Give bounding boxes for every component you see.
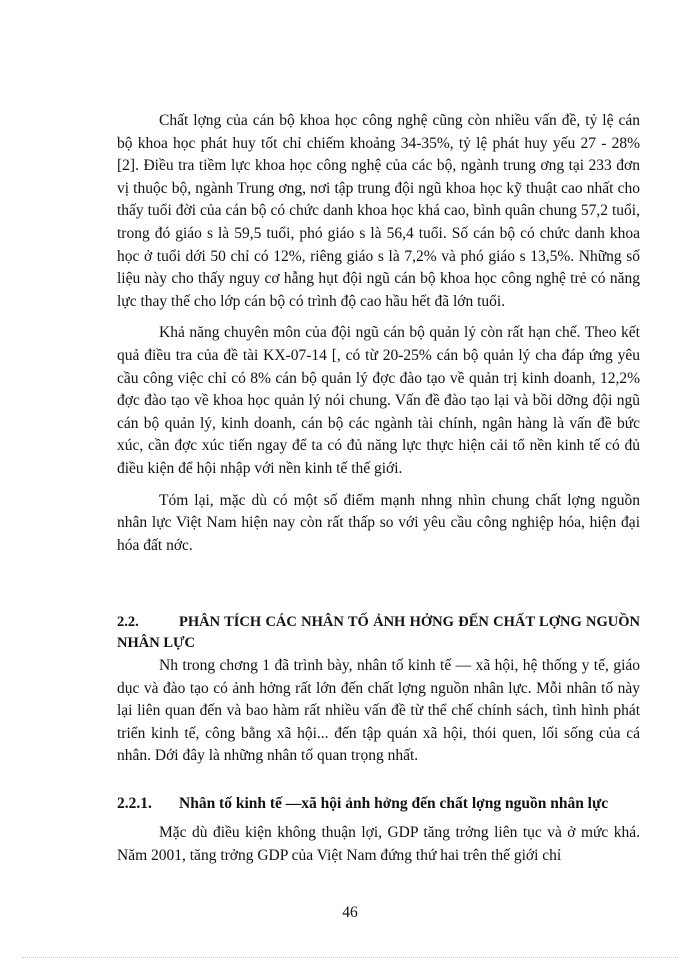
subsection-number: 2.2.1. bbox=[117, 795, 152, 812]
subsection-heading bbox=[117, 793, 640, 815]
paragraph-management-capacity: Khả năng chuyên môn của đội ngũ cán bộ quản lý còn rất hạn chế. Theo kết quả điều tra của đề tài KX-07-14 [, có từ 20-25% cán bộ quản lý cha đáp ứng yêu cầu công việc chỉ có 8% cán bộ quản lý đợc đào tạo về quản trị kinh doanh, 12,2% đợc đào tạo về khoa học quản lý nói chung. Vấn đề đào tạo lại và bồi dỡng đội ngũ cán bộ quản lý, kinh doanh, cán bộ các ngành tài chính, ngân hàng là vấn đề bức xúc, cần đợc xúc tiến ngay để ta có đủ năng lực thực hiện cải tổ nền kinh tế có đủ điều kiện để hội nhập với nền kinh tế thế giới. bbox=[117, 324, 640, 477]
body-top bbox=[117, 110, 640, 557]
paragraph-summary: Tóm lại, mặc dù có một số điểm mạnh nhng nhìn chung chất lợng nguồn nhân lực Việt Nam hiện nay còn rất thấp so với yêu cầu công nghiệp hóa, hiện đại hóa đất nớc. bbox=[117, 491, 640, 554]
page-bottom-divider bbox=[22, 957, 678, 958]
subsection-title: Nhân tố kinh tế —xã hội ảnh hởng đến chất lợng nguồn nhân lực bbox=[179, 795, 609, 812]
page-number: 46 bbox=[342, 904, 358, 921]
paragraph-factors-intro: Nh trong chơng 1 đã trình bày, nhân tố kinh tế — xã hội, hệ thống y tế, giáo dục và đào tạo có ảnh hởng rất lớn đến chất lợng nguồn nhân lực. Mỗi nhân tố này lại liên quan đến và bao hàm rất nhiều vấn đề từ thể chế chính sách, tình hình phát triển kinh tế, công bằng xã hội... đến tập quán xã hội, thói quen, lối sống của cá nhân. Dới đây là những nhân tố quan trọng nhất. bbox=[117, 657, 640, 765]
paragraph-gdp-growth: Mặc dù điều kiện không thuận lợi, GDP tăng trởng liên tục và ở mức khá. Năm 2001, tăng trởng GDP của Việt Nam đứng thứ hai trên thế giới chỉ bbox=[117, 824, 640, 864]
section-number: 2.2. bbox=[117, 614, 139, 630]
section-heading bbox=[117, 612, 640, 654]
body-subsection bbox=[117, 822, 640, 867]
body-section bbox=[117, 655, 640, 768]
section-title: PHÂN TÍCH CÁC NHÂN TỐ ẢNH HỞNG ĐẾN CHẤT LỢNG NGUỒN NHÂN LỰC bbox=[117, 614, 640, 651]
paragraph-science-staff-quality: Chất lợng của cán bộ khoa học công nghệ cũng còn nhiều vấn đề, tỷ lệ cán bộ khoa học phát huy tốt chỉ chiếm khoảng 34-35%, tỷ lệ phát huy yếu 27 - 28% [2]. Điều tra tiềm lực khoa học công nghệ của các bộ, ngành trung ơng tại 233 đơn vị thuộc bộ, ngành Trung ơng, nơi tập trung đội ngũ khoa học kỹ thuật cao nhất cho thấy tuổi đời của cán bộ có chức danh khoa học khá cao, bình quân chung 57,2 tuổi, trong đó giáo s là 59,5 tuổi, phó giáo s là 56,4 tuổi. Số cán bộ có chức danh khoa học ở tuổi dới 50 chỉ có 12%, riêng giáo s là 7,2% và phó giáo s 13,5%. Những số liệu này cho thấy nguy cơ hẫng hụt đội ngũ cán bộ khoa học công nghệ trẻ có năng lực thay thế cho lớp cán bộ có trình độ cao hầu hết đã lớn tuổi. bbox=[117, 112, 640, 310]
